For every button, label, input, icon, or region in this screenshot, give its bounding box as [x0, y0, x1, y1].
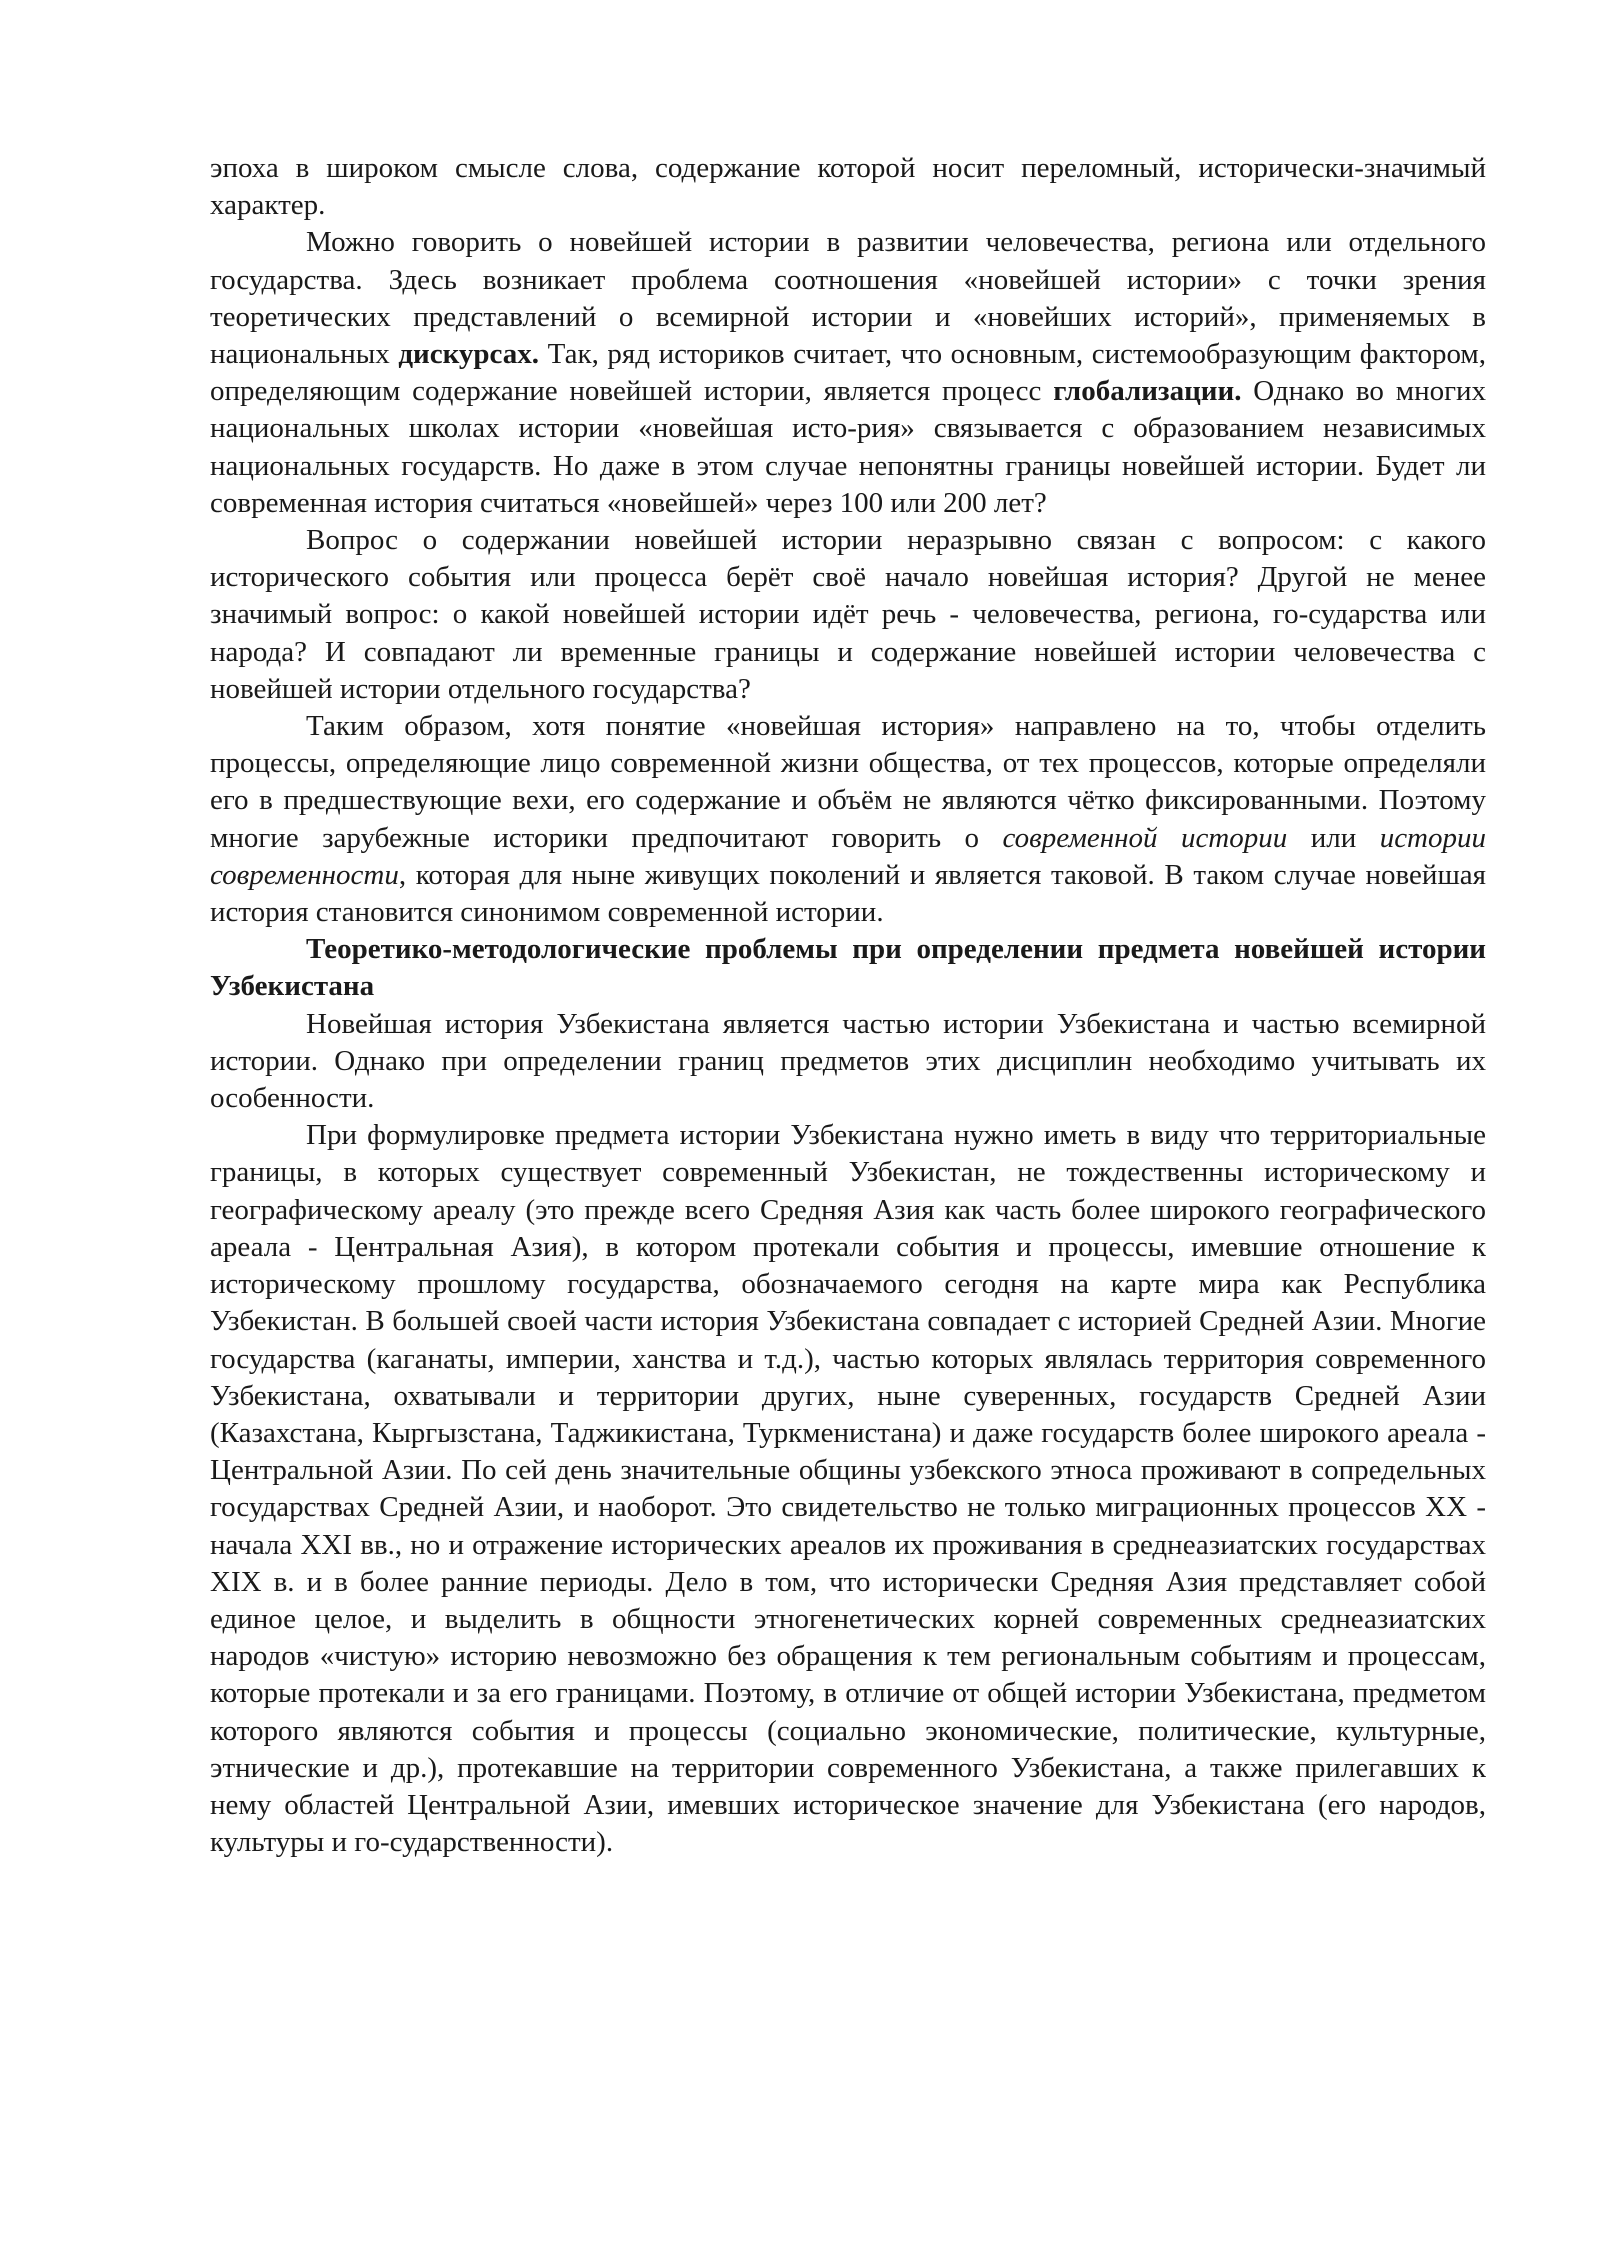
paragraph-2-text-b: Так, ряд историков считает, что основным, системообразующим фактором, определяющим содержание новейшей истории, является процесс — [210, 338, 1486, 408]
section-body — [210, 1006, 1486, 1862]
section-paragraph-1-text: Новейшая история Узбекистана является частью истории Узбекистана и частью всемирной истории. Однако при определении границ предметов этих дисциплин необходимо учитывать их особенности. — [210, 1007, 1486, 1115]
section-paragraph-2-text: При формулировке предмета истории Узбекистана нужно иметь в виду что территориальные границы, в которых существует современный Узбекистан, не тождественны историческому и географическому ареалу (это прежде всего Средняя Азия как часть более широкого географического ареала - Центральная Азия), в котором протекали события и процессы, имевшие отношение к историческому прошлому государства, обозначаемого сегодня на карте мира как Республика Узбекистан. В большей своей части история Узбекистана совпадает с историей Средней Азии. Многие государства (каганаты, империи, ханства и т.д.), частью которых являлась территория современного Узбекистана, охватывали и территории других, ныне суверенных, государств Средней Азии (Казахстана, Кыргызстана, Таджикистана, Туркменистана) и даже государств более широкого ареала - Центральной Азии. По сей день значительные общины узбекского этноса проживают в сопредельных государствах Средней Азии, и наоборот. Это свидетельство не только миграционных процессов XX - начала XXI вв., но и отражение исторических ареалов их проживания в среднеазиатских государствах XIX в. и в более ранние периоды. Дело в том, что исторически Средняя Азия представляет собой единое целое, и выделить в общности этногенетических корней современных среднеазиатских народов «чистую» историю невозможно без обращения к тем региональным событиям и процессам, которые протекали и за его границами. Поэтому, в отличие от общей истории Узбекистана, предметом которого являются события и процессы (социально экономические, политические, культурные, этнические и др.), протекавшие на территории современного Узбекистана, а также прилегавших к нему областей Центральной Азии, имевших историческое значение для Узбекистана (его народов, культуры и го-сударственности). — [210, 1119, 1486, 1859]
paragraph-2 — [210, 224, 1486, 522]
term-modern-history: современной истории — [1002, 821, 1288, 854]
paragraph-2-text-a: Можно говорить о новейшей истории в развитии человечества, региона или отдельного государства. Здесь возникает проблема соотношения «новейшей истории» с точки зрения теоретических представлений о всемирной истории и «новейших историй», применяемых в национальных — [210, 226, 1486, 371]
paragraph-1 — [210, 150, 1486, 224]
term-globalization: глобализации. — [1053, 375, 1242, 408]
term-history-of-modernity: истории современности — [210, 821, 1487, 891]
paragraph-1-text: эпоха в широком смысле слова, содержание которой носит переломный, исторически-значимый характер. — [210, 152, 1486, 222]
paragraph-4 — [210, 708, 1486, 931]
intro-body — [210, 150, 1486, 931]
section-paragraph-2 — [210, 1117, 1486, 1861]
document-page — [210, 150, 1486, 1861]
section-heading: Теоретико-методологические проблемы при определении предмета новейшей истории Узбекистана — [210, 933, 1486, 1003]
paragraph-4-text-b: или — [1287, 821, 1380, 854]
paragraph-3 — [210, 522, 1486, 708]
paragraph-2-text-c: Однако во многих национальных школах истории «новейшая исто-рия» связывается с образованием независимых национальных государств. Но даже в этом случае непонятны границы новейшей истории. Будет ли современная история считаться «новейшей» через 100 или 200 лет? — [210, 375, 1486, 519]
paragraph-4-text-c: , которая для ныне живущих поколений и является таковой. В таком случае новейшая история становится синонимом современной истории. — [210, 858, 1486, 929]
term-discourses: дискурсах. — [398, 338, 540, 371]
section-paragraph-1 — [210, 1006, 1486, 1118]
paragraph-3-text: Вопрос о содержании новейшей истории неразрывно связан с вопросом: с какого исторического события или процесса берёт своё начало новейшая история? Другой не менее значимый вопрос: о какой новейшей истории идёт речь - человечества, региона, го-сударства или народа? И совпадают ли временные границы и содержание новейшей истории человечества с новейшей истории отдельного государства? — [210, 524, 1486, 705]
paragraph-4-text-a: Таким образом, хотя понятие «новейшая история» направлено на то, чтобы отделить процессы, определяющие лицо современной жизни общества, от тех процессов, которые определяли его в предшествующие вехи, его содержание и объём не являются чётко фиксированными. Поэтому многие зарубежные историки предпочитают говорить о — [210, 710, 1486, 854]
